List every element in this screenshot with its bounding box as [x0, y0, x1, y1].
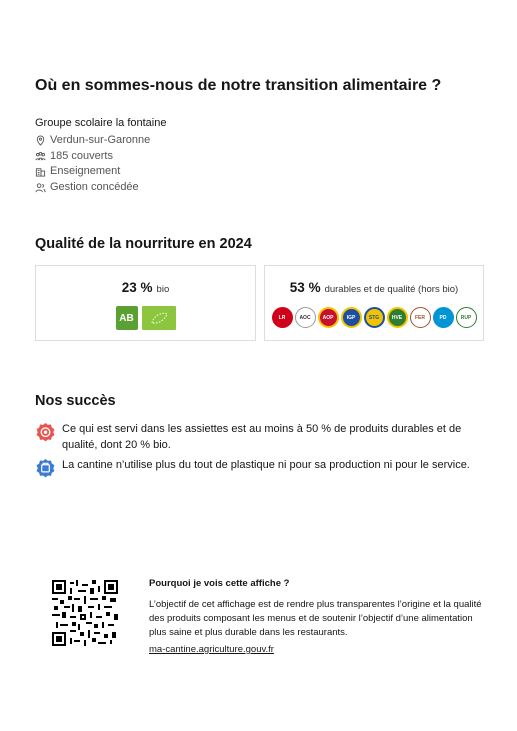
meta-covers-text: 185 couverts: [50, 150, 113, 162]
meta-location: [35, 134, 150, 146]
hve-logo: HVE: [387, 307, 408, 328]
durable-percentage: 53 %: [289, 280, 321, 295]
meta-management: [35, 181, 139, 193]
building-icon: [35, 166, 46, 177]
page-title: Où en sommes-nous de notre transition alimentaire ?: [35, 77, 442, 94]
why-title: Pourquoi je vois cette affiche ?: [149, 578, 290, 589]
qr-code[interactable]: [52, 580, 118, 646]
bio-card: [35, 265, 256, 341]
rup-logo: RUP: [456, 307, 477, 328]
school-name: Groupe scolaire la fontaine: [35, 117, 167, 129]
meta-management-text: Gestion concédée: [50, 181, 139, 193]
user-group-icon: [35, 182, 46, 193]
success-item-2: La cantine n’utilise plus du tout de plastique ni pour sa production ni pour le service.: [62, 459, 470, 471]
people-icon: [35, 151, 46, 162]
eu-organic-leaf-logo: [142, 306, 176, 330]
blue-badge-icon: [36, 459, 55, 483]
igp-logo: IGP: [341, 307, 362, 328]
success-item-1: Ce qui est servi dans les assiettes est au moins à 50 % de produits durables et de qualité, dont 20 % bio.: [62, 423, 462, 451]
meta-covers: [35, 150, 113, 162]
durable-label: durables et de qualité (hors bio): [324, 284, 459, 295]
bio-label: bio: [156, 284, 170, 295]
why-body: L’objectif de cet affichage est de rendre plus transparentes l’origine et la qualité des produits composant les menus et de soutenir l’objectif d’une alimentation plus saine et plus durable dans les restaurants.: [149, 599, 482, 638]
location-pin-icon: [35, 135, 46, 146]
successes-heading: Nos succès: [35, 393, 116, 409]
stg-logo: STG: [364, 307, 385, 328]
ab-logo: AB: [116, 306, 138, 330]
meta-sector-text: Enseignement: [50, 165, 121, 177]
aop-logo: AOP: [318, 307, 339, 328]
peche-durable-logo: PD: [433, 307, 454, 328]
meta-location-text: Verdun-sur-Garonne: [50, 134, 151, 146]
meta-sector: [35, 165, 120, 177]
label-rouge-logo: LR: [272, 307, 293, 328]
durable-card: [264, 265, 484, 341]
red-medal-icon: [36, 423, 55, 447]
fermier-logo: FER: [410, 307, 431, 328]
aoc-logo: AOC: [295, 307, 316, 328]
bio-percentage: 23 %: [121, 280, 153, 295]
website-link[interactable]: ma-cantine.agriculture.gouv.fr: [149, 644, 274, 655]
quality-heading: Qualité de la nourriture en 2024: [35, 236, 252, 252]
